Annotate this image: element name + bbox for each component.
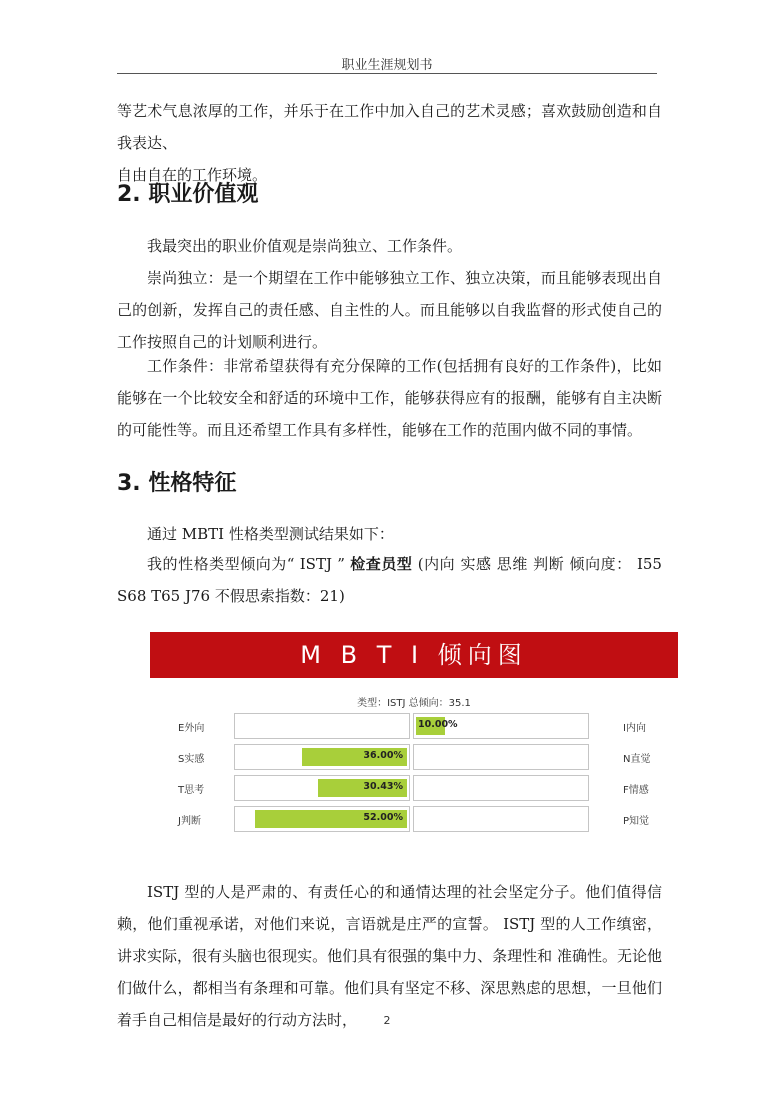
page-number: 2 — [383, 1014, 391, 1027]
mbti-row — [150, 744, 678, 770]
mbti-percent-label: 30.43% — [363, 781, 403, 792]
values-work-conditions: 工作条件：非常希望获得有充分保障的工作(包括拥有良好的工作条件)，比如能够在一个比较安全和舒适的环境中工作，能够获得应有的报酬，能够有自主决断的可能性等。而且还希望工作具有多样性，能够在工作的范围内做不同的事情。 — [117, 357, 662, 439]
mbti-right-track — [413, 744, 589, 770]
mbti-left-label: T思考 — [178, 785, 205, 796]
mbti-left-label: S实感 — [178, 754, 205, 765]
mbti-left-track — [234, 744, 410, 770]
section-heading-values: 2. 职业价值观 — [117, 182, 259, 207]
mbti-row — [150, 775, 678, 801]
intro-line-2: 自由自在的工作环境。 — [117, 166, 268, 184]
mbti-chart-summary: 类型：ISTJ 总倾向：35.1 — [357, 698, 471, 709]
mbti-result — [117, 548, 662, 612]
section-heading-personality: 3. 性格特征 — [117, 471, 237, 496]
istj-description: ISTJ 型的人是严肃的、有责任心的和通情达理的社会坚定分子。他们值得信赖，他们重视承诺，对他们来说，言语就是庄严的宣誓。 ISTJ 型的人工作缜密，讲求实际，很有头脑也很现实。他们具有很强的集中力、条理性和 准确性。无论他们做什么，都相当有条理和可靠。他们具有坚定不移、深思熟虑的思想，一旦他们着手自己相信是最好的行动方法时， — [117, 883, 662, 1029]
mbti-intro: 通过 MBTI 性格类型测试结果如下： — [147, 525, 394, 543]
mbti-percent-label: 10.00% — [418, 719, 458, 730]
mbti-right-track — [413, 775, 589, 801]
header-divider — [117, 73, 657, 74]
mbti-right-label: F情感 — [623, 785, 649, 796]
page-header-title: 职业生涯规划书 — [341, 58, 433, 73]
mbti-right-label: P知觉 — [623, 816, 650, 827]
mbti-percent-label: 52.00% — [363, 812, 403, 823]
mbti-result-post: (内向 实感 思维 判断 倾向度： I55 S68 T65 J76 不假思索指数：21) — [117, 555, 662, 605]
mbti-right-label: I内向 — [623, 723, 646, 734]
mbti-percent-label: 36.00% — [363, 750, 403, 761]
mbti-result-pre: 我的性格类型倾向为“ ISTJ ” — [147, 555, 351, 573]
mbti-left-track — [234, 806, 410, 832]
values-independence: 崇尚独立：是一个期望在工作中能够独立工作、独立决策，而且能够表现出自己的创新，发挥自己的责任感、自主性的人。而且能够以自我监督的形式使自己的工作按照自己的计划顺利进行。 — [117, 269, 662, 351]
mbti-right-label: N直觉 — [623, 754, 651, 765]
mbti-left-label: J判断 — [178, 816, 201, 827]
mbti-right-track — [413, 806, 589, 832]
mbti-row — [150, 806, 678, 832]
mbti-left-track — [234, 713, 410, 739]
mbti-left-label: E外向 — [178, 723, 205, 734]
mbti-row — [150, 713, 678, 739]
intro-line-1: 等艺术气息浓厚的工作，并乐于在工作中加入自己的艺术灵感；喜欢鼓励创造和自我表达、 — [117, 102, 662, 152]
mbti-type-name: 检查员型 — [350, 555, 413, 573]
values-intro: 我最突出的职业价值观是崇尚独立、工作条件。 — [147, 237, 463, 255]
mbti-chart-title: M B T I 倾向图 — [150, 632, 678, 678]
mbti-right-track — [413, 713, 589, 739]
mbti-left-track — [234, 775, 410, 801]
